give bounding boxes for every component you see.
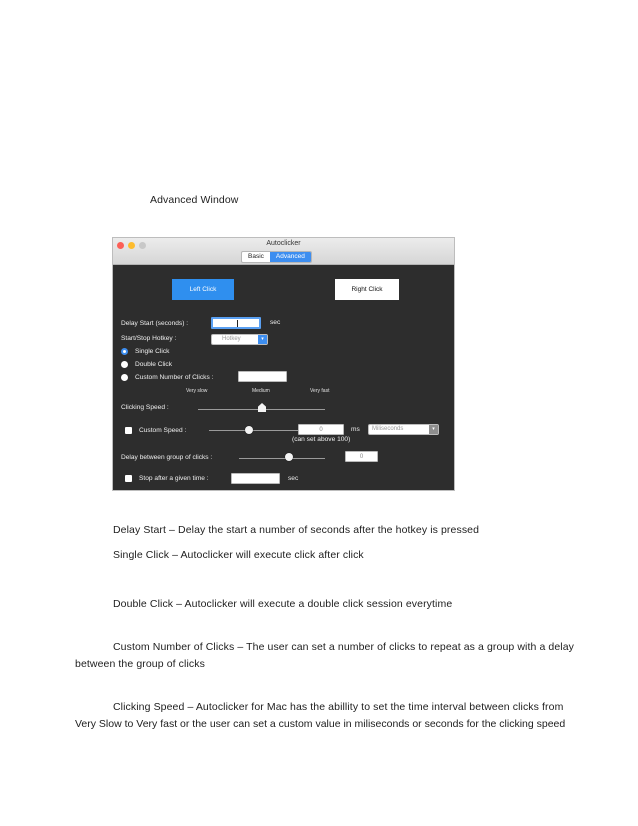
delay-start-input[interactable] bbox=[211, 317, 261, 329]
page-heading: Advanced Window bbox=[150, 194, 239, 206]
custom-speed-checkbox[interactable] bbox=[125, 427, 132, 434]
left-click-button[interactable]: Left Click bbox=[172, 279, 234, 300]
stop-after-unit: sec bbox=[288, 475, 299, 482]
delay-group-slider-knob[interactable] bbox=[285, 453, 293, 461]
single-click-label: Single Click bbox=[135, 348, 170, 355]
desc-custom-clicks-line1: Custom Number of Clicks – The user can set a number of clicks to repeat as a group with a delay bbox=[113, 641, 575, 653]
desc-single-click: Single Click – Autoclicker will execute click after click bbox=[113, 549, 364, 561]
speed-very-slow-label: Very slow bbox=[186, 388, 208, 394]
desc-double-click: Double Click – Autoclicker will execute a double click session everytime bbox=[113, 598, 453, 610]
custom-clicks-radio[interactable] bbox=[121, 374, 128, 381]
stop-after-checkbox[interactable] bbox=[125, 475, 132, 482]
double-click-radio[interactable] bbox=[121, 361, 128, 368]
custom-clicks-input[interactable] bbox=[238, 371, 287, 382]
delay-group-label: Delay between group of clicks : bbox=[121, 454, 213, 461]
text-caret bbox=[237, 320, 238, 327]
desc-delay-start: Delay Start – Delay the start a number of seconds after the hotkey is pressed bbox=[113, 524, 480, 536]
speed-medium-label: Medium bbox=[252, 388, 270, 394]
double-click-label: Double Click bbox=[135, 361, 173, 368]
window-title: Autoclicker bbox=[266, 240, 301, 247]
delay-group-input[interactable]: 0 bbox=[345, 451, 378, 462]
hotkey-value: Hotkey bbox=[222, 336, 241, 342]
custom-speed-unit-select[interactable] bbox=[368, 424, 439, 435]
custom-speed-slider-knob[interactable] bbox=[245, 426, 253, 434]
mode-tabs bbox=[241, 251, 312, 263]
title-bar bbox=[113, 238, 454, 265]
stop-after-label: Stop after a given time : bbox=[139, 475, 209, 482]
can-set-above-hint: (can set above 100) bbox=[292, 436, 351, 443]
custom-speed-label: Custom Speed : bbox=[139, 427, 187, 434]
delay-start-unit: sec bbox=[270, 319, 281, 326]
stop-after-input[interactable] bbox=[231, 473, 280, 484]
chevron-down-icon: ▾ bbox=[258, 335, 267, 344]
custom-speed-input[interactable]: 0 bbox=[298, 424, 344, 435]
custom-speed-unit: ms bbox=[351, 426, 360, 433]
single-click-radio[interactable] bbox=[121, 348, 128, 355]
desc-clicking-speed-line2: Very Slow to Very fast or the user can set a custom value in miliseconds or seconds for the clicking speed bbox=[75, 718, 566, 730]
tab-advanced[interactable]: Advanced bbox=[270, 252, 311, 262]
right-click-button[interactable]: Right Click bbox=[335, 279, 399, 300]
delay-group-track[interactable] bbox=[239, 458, 325, 459]
autoclicker-window bbox=[113, 238, 454, 490]
clicking-speed-slider-knob[interactable] bbox=[258, 403, 266, 412]
custom-clicks-label: Custom Number of Clicks : bbox=[135, 374, 214, 381]
desc-clicking-speed-line1: Clicking Speed – Autoclicker for Mac has the abillity to set the time interval between clicks from bbox=[113, 701, 564, 713]
clicking-speed-label: Clicking Speed : bbox=[121, 404, 169, 411]
custom-speed-unit-value: Miliseconds bbox=[372, 426, 404, 432]
tab-basic[interactable]: Basic bbox=[248, 253, 264, 260]
hotkey-select[interactable] bbox=[211, 334, 268, 345]
delay-start-label: Delay Start (seconds) : bbox=[121, 320, 189, 327]
chevron-down-icon: ▾ bbox=[429, 425, 438, 434]
desc-custom-clicks-line2: between the group of clicks bbox=[75, 658, 205, 670]
speed-very-fast-label: Very fast bbox=[310, 388, 330, 394]
hotkey-label: Start/Stop Hotkey : bbox=[121, 335, 177, 342]
